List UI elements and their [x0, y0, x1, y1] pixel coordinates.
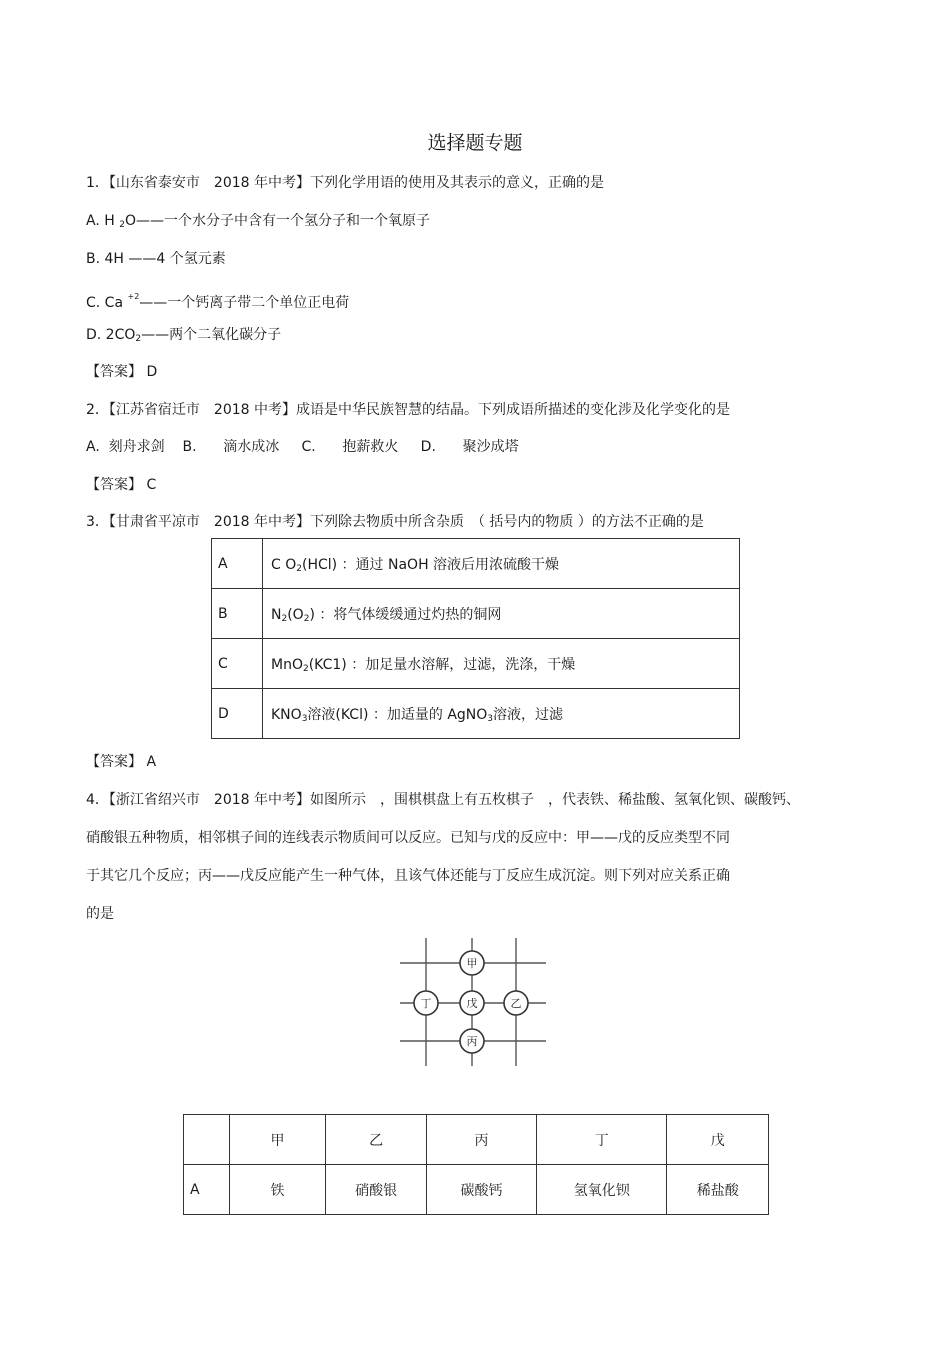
- q3-row-method: [263, 589, 740, 639]
- q4-table-header-cell: [184, 1115, 230, 1165]
- q1-stem: 1．【山东省泰安市 2018 年中考】下列化学用语的使用及其表示的意义，正确的是: [86, 175, 604, 191]
- q4-stem-line1: 4．【浙江省绍兴市 2018 年中考】如图所示 ，围棋棋盘上有五枚棋子 ，代表铁、稀盐酸、氢氧化钡、碳酸钙、: [86, 792, 800, 808]
- q3-row-text: 3: [301, 713, 308, 724]
- q2-stem: 2．【江苏省宿迁市 2018 中考】成语是中华民族智慧的结晶。下列成语所描述的变化涉及化学变化的是: [86, 402, 730, 418]
- q4-table-header-row: [184, 1115, 769, 1165]
- q4-table-cell: 碳酸钙: [427, 1165, 537, 1215]
- q3-table: [211, 538, 740, 739]
- q3-row-text: N: [271, 606, 282, 623]
- q3-row-text: 溶液，过滤: [493, 706, 564, 723]
- q3-table-row: [212, 689, 740, 739]
- q1-option-a: A. H $_2$O——一个水分子中含有一个氢分子和一个氧原子: [86, 213, 430, 230]
- q4-table-header-cell: 乙: [326, 1115, 427, 1165]
- q3-row-text: 2: [281, 613, 288, 624]
- stone-jia: [460, 951, 484, 975]
- stone-ding-label: 丁: [420, 997, 432, 1010]
- q4-stem-line3: 于其它几个反应；丙——戊反应能产生一种气体，且该气体还能与丁反应生成沉淀。则下列对应关系正确: [86, 868, 730, 884]
- q4-table-cell: 铁: [229, 1165, 325, 1215]
- q3-row-text: 溶液(KCl) ：加适量的 AgNO: [307, 706, 488, 723]
- stone-yi-label: 乙: [510, 997, 522, 1010]
- stone-bing: [460, 1029, 484, 1053]
- q4-table-header-cell: 丁: [537, 1115, 667, 1165]
- q3-row-method: [263, 689, 740, 739]
- q3-table-row: [212, 589, 740, 639]
- q4-table-cell: A: [184, 1165, 230, 1215]
- stone-bing-label: 丙: [466, 1035, 478, 1048]
- q1-answer: 【答案】 D: [86, 364, 158, 380]
- q4-table-header-cell: 戊: [667, 1115, 769, 1165]
- go-board-figure: [398, 934, 548, 1070]
- q3-row-text: MnO: [271, 656, 303, 673]
- page-title: 选择题专题: [427, 132, 523, 154]
- q1-option-b: B. 4H ——4 个氢元素: [86, 251, 226, 267]
- q4-table-row-a: [184, 1165, 769, 1215]
- q3-row-label: A: [212, 539, 263, 589]
- stone-jia-label: 甲: [466, 957, 478, 970]
- q4-table: [183, 1114, 769, 1215]
- q4-stem-line2: 硝酸银五种物质，相邻棋子间的连线表示物质间可以反应。已知与戊的反应中：甲——戊的反应类型不同: [86, 830, 730, 846]
- q1-option-c: C. Ca $^{+2}$——一个钙离子带二个单位正电荷: [86, 292, 350, 311]
- q3-row-text: ) ：将气体缓缓通过灼热的铜网: [309, 606, 502, 623]
- q3-row-label: B: [212, 589, 263, 639]
- q4-table-cell: 硝酸银: [326, 1165, 427, 1215]
- stone-wu: [460, 991, 484, 1015]
- stone-ding: [414, 991, 438, 1015]
- q4-stem-line4: 的是: [86, 906, 114, 922]
- stone-wu-label: 戊: [466, 997, 478, 1010]
- q4-table-header-cell: 丙: [427, 1115, 537, 1165]
- q4-table-header-cell: 甲: [229, 1115, 325, 1165]
- q1-option-d: D. $2CO_2——$两个二氧化碳分子: [86, 327, 282, 344]
- q4-table-cell: 氢氧化钡: [537, 1165, 667, 1215]
- q3-row-method: [263, 639, 740, 689]
- q3-row-text: (HCl) ：通过 NaOH 溶液后用浓硫酸干燥: [301, 556, 560, 573]
- stone-yi: [504, 991, 528, 1015]
- q3-row-method: [263, 539, 740, 589]
- q3-table-row: [212, 539, 740, 589]
- q3-row-label: C: [212, 639, 263, 689]
- q3-row-text: 2: [302, 663, 309, 674]
- q3-row-text: 3: [487, 713, 494, 724]
- q4-table-cell: 稀盐酸: [667, 1165, 769, 1215]
- q3-row-text: KNO: [271, 706, 302, 723]
- q3-table-row: [212, 639, 740, 689]
- q3-row-text: C O: [271, 556, 297, 573]
- q2-answer: 【答案】 C: [86, 477, 157, 493]
- q2-options: A. 刻舟求剑 B. 滴水成冰 C. 抱薪救火 D. 聚沙成塔: [86, 439, 519, 455]
- q3-row-text: (O: [287, 606, 304, 623]
- q3-answer: 【答案】 A: [86, 754, 157, 770]
- q3-row-text: (KC1) ：加足量水溶解，过滤，洗涤，干燥: [308, 656, 576, 673]
- q3-stem: 3．【甘肃省平凉市 2018 年中考】下列除去物质中所含杂质 （ 括号内的物质 ）的方法不正确的是: [86, 514, 704, 530]
- q3-row-text: 2: [303, 613, 310, 624]
- q3-row-text: 2: [296, 563, 302, 574]
- q3-row-label: D: [212, 689, 263, 739]
